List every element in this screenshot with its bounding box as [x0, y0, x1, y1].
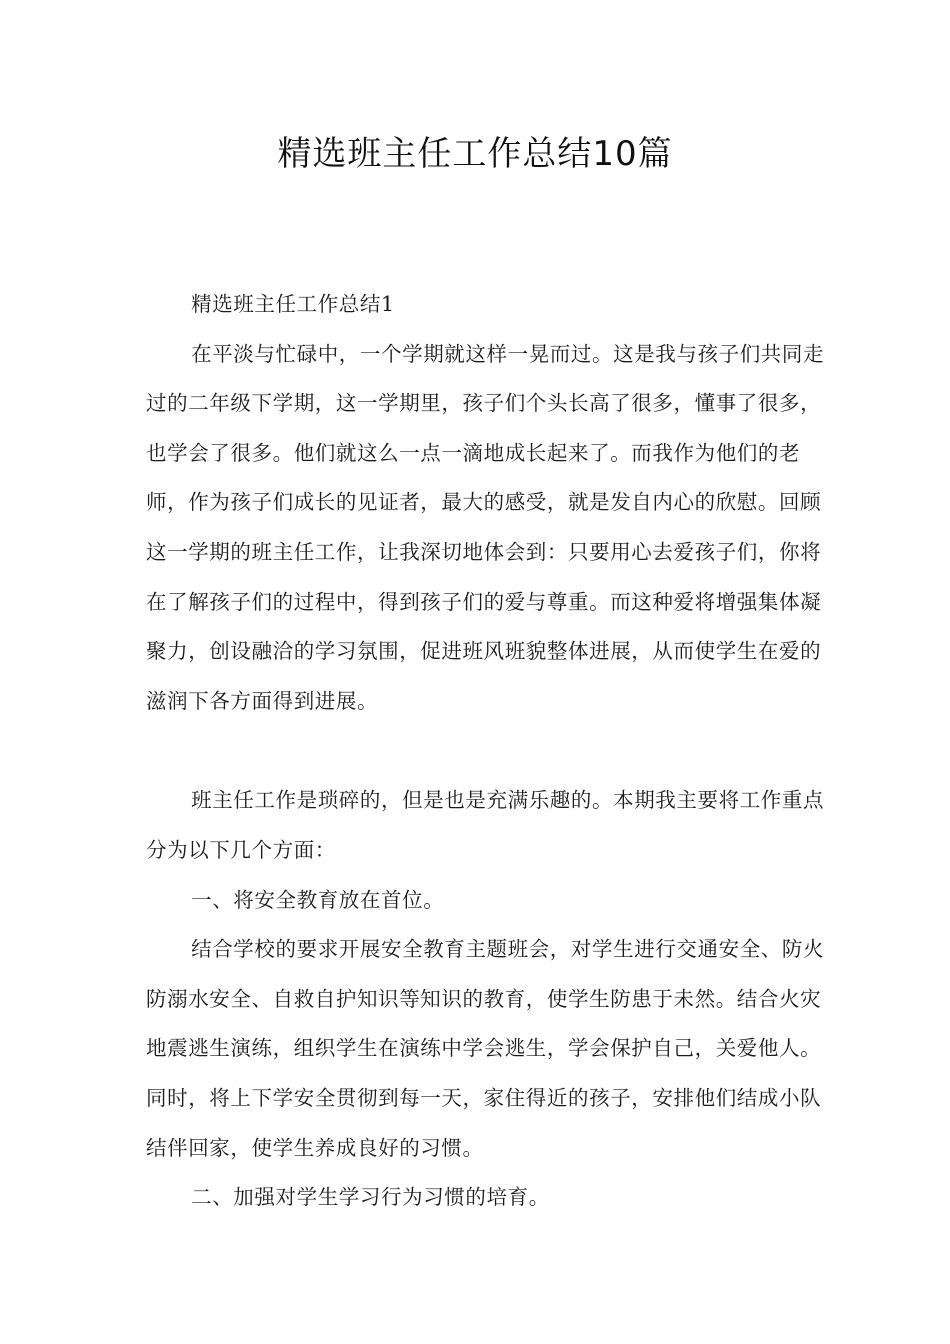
paragraph-overview: 班主任工作是琐碎的，但是也是充满乐趣的。本期我主要将工作重点分为以下几个方面：: [146, 788, 825, 862]
document-body: [146, 280, 836, 1223]
document-title: 精选班主任工作总结10篇: [277, 134, 673, 174]
paragraph-point-1-body: 结合学校的要求开展安全教育主题班会，对学生进行交通安全、防火防溺水安全、自救自护知识等知识的教育，使学生防患于未然。结合火灾地震逃生演练，组织学生在演练中学会逃生，学会保护自己，关爱他人。同时，将上下学安全贯彻到每一天，家住得近的孩子，安排他们结成小队结伴回家，使学生养成良好的习惯。: [146, 937, 825, 1160]
paragraph-intro: 在平淡与忙碌中，一个学期就这样一晃而过。这是我与孩子们共同走过的二年级下学期，这一学期里，孩子们个头长高了很多，懂事了很多，也学会了很多。他们就这么一点一滴地成长起来了。而我作为他们的老师，作为孩子们成长的见证者，最大的感受，就是发自内心的欣慰。回顾这一学期的班主任工作，让我深切地体会到：只要用心去爱孩子们，你将在了解孩子们的过程中，得到孩子们的爱与尊重。而这种爱将增强集体凝聚力，创设融洽的学习氛围，促进班风班貌整体进展，从而使学生在爱的滋润下各方面得到进展。: [146, 341, 825, 713]
paragraph-point-1-heading: 一、将安全教育放在首位。: [191, 887, 445, 912]
section-heading: 精选班主任工作总结1: [191, 292, 395, 316]
paragraph-point-2-heading: 二、加强对学生学习行为习惯的培育。: [191, 1185, 550, 1210]
